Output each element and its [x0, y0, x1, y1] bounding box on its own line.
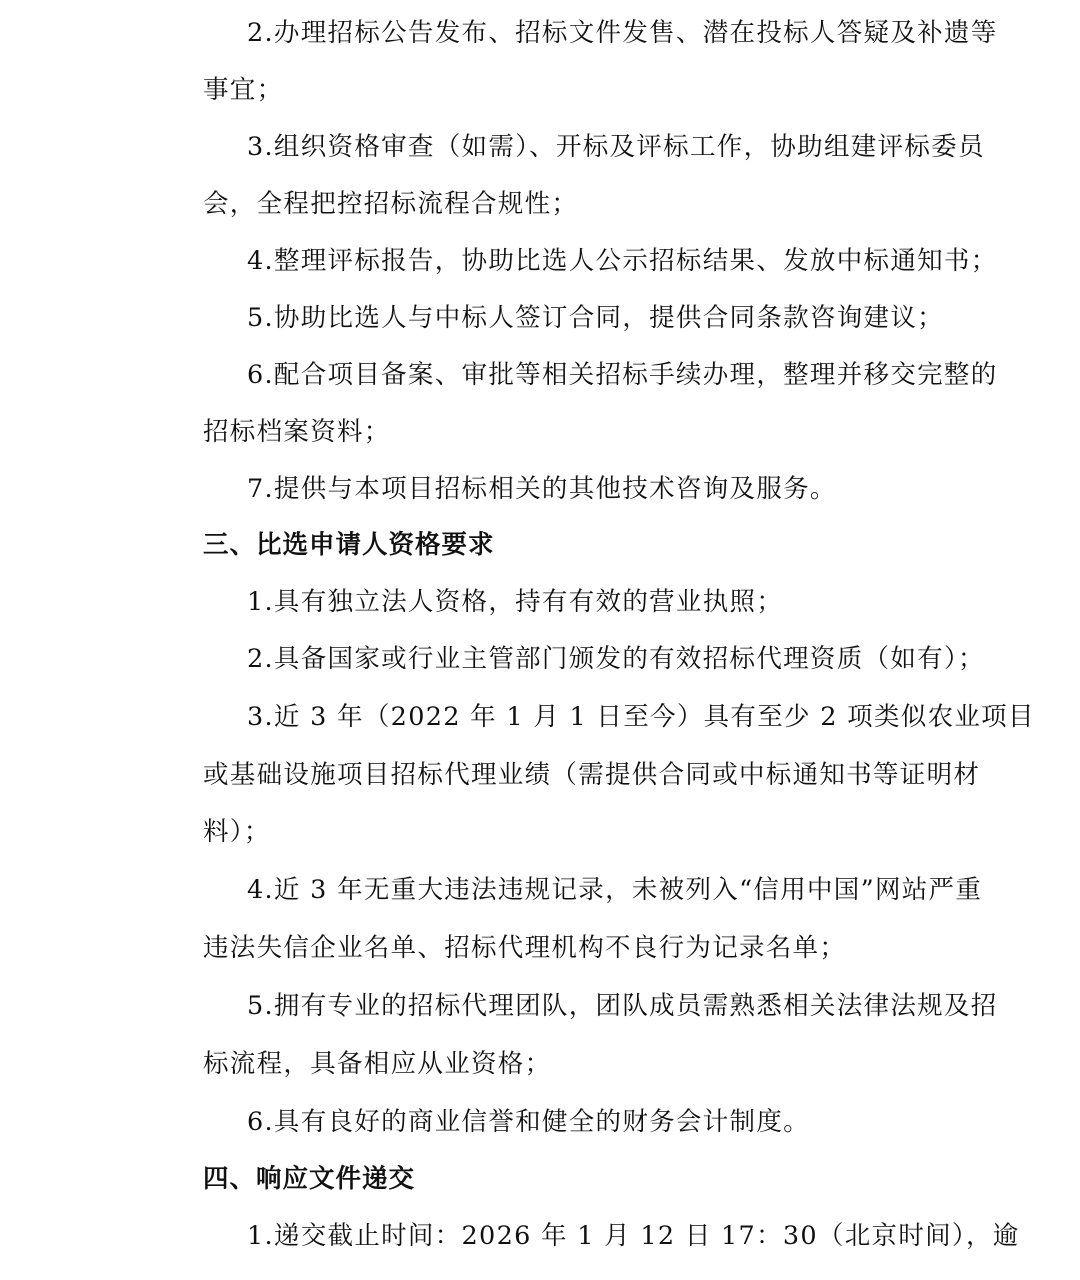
section-heading: 四、响应文件递交 [203, 1164, 416, 1194]
text-line: 事宜； [203, 75, 284, 105]
text-line: 6.配合项目备案、审批等相关招标手续办理，整理并移交完整的 [247, 360, 998, 390]
text-line: 7.提供与本项目招标相关的其他技术咨询及服务。 [247, 474, 837, 504]
text-line: 6.具有良好的商业信誉和健全的财务会计制度。 [247, 1107, 810, 1137]
text-line: 会，全程把控招标流程合规性； [203, 189, 579, 219]
text-line: 1.具有独立法人资格，持有有效的营业执照； [247, 587, 784, 617]
text-line: 料）； [203, 817, 271, 847]
text-line: 招标档案资料； [203, 417, 391, 447]
text-line: 标流程，具备相应从业资格； [203, 1049, 552, 1079]
section-heading: 三、比选申请人资格要求 [203, 530, 495, 560]
text-line: 3.组织资格审查（如需）、开标及评标工作，协助组建评标委员 [247, 132, 985, 162]
text-line: 4.近 3 年无重大违法违规记录，未被列入“信用中国”网站严重 [247, 875, 983, 905]
text-line: 5.拥有专业的招标代理团队，团队成员需熟悉相关法律法规及招 [247, 991, 998, 1021]
text-line: 5.协助比选人与中标人签订合同，提供合同条款咨询建议； [247, 303, 944, 333]
text-line: 2.具备国家或行业主管部门颁发的有效招标代理资质（如有）； [247, 644, 985, 674]
text-line: 3.近 3 年（2022 年 1 月 1 日至今）具有至少 2 项类似农业项目 [247, 702, 1035, 732]
text-line: 4.整理评标报告，协助比选人公示招标结果、发放中标通知书； [247, 246, 998, 276]
text-line: 或基础设施项目招标代理业绩（需提供合同或中标通知书等证明材 [203, 760, 981, 790]
text-line: 违法失信企业名单、招标代理机构不良行为记录名单； [203, 933, 847, 963]
text-line: 2.办理招标公告发布、招标文件发售、潜在投标人答疑及补遗等 [247, 18, 998, 48]
text-line: 1.递交截止时间：2026 年 1 月 12 日 17：30（北京时间），逾 [247, 1221, 1020, 1251]
